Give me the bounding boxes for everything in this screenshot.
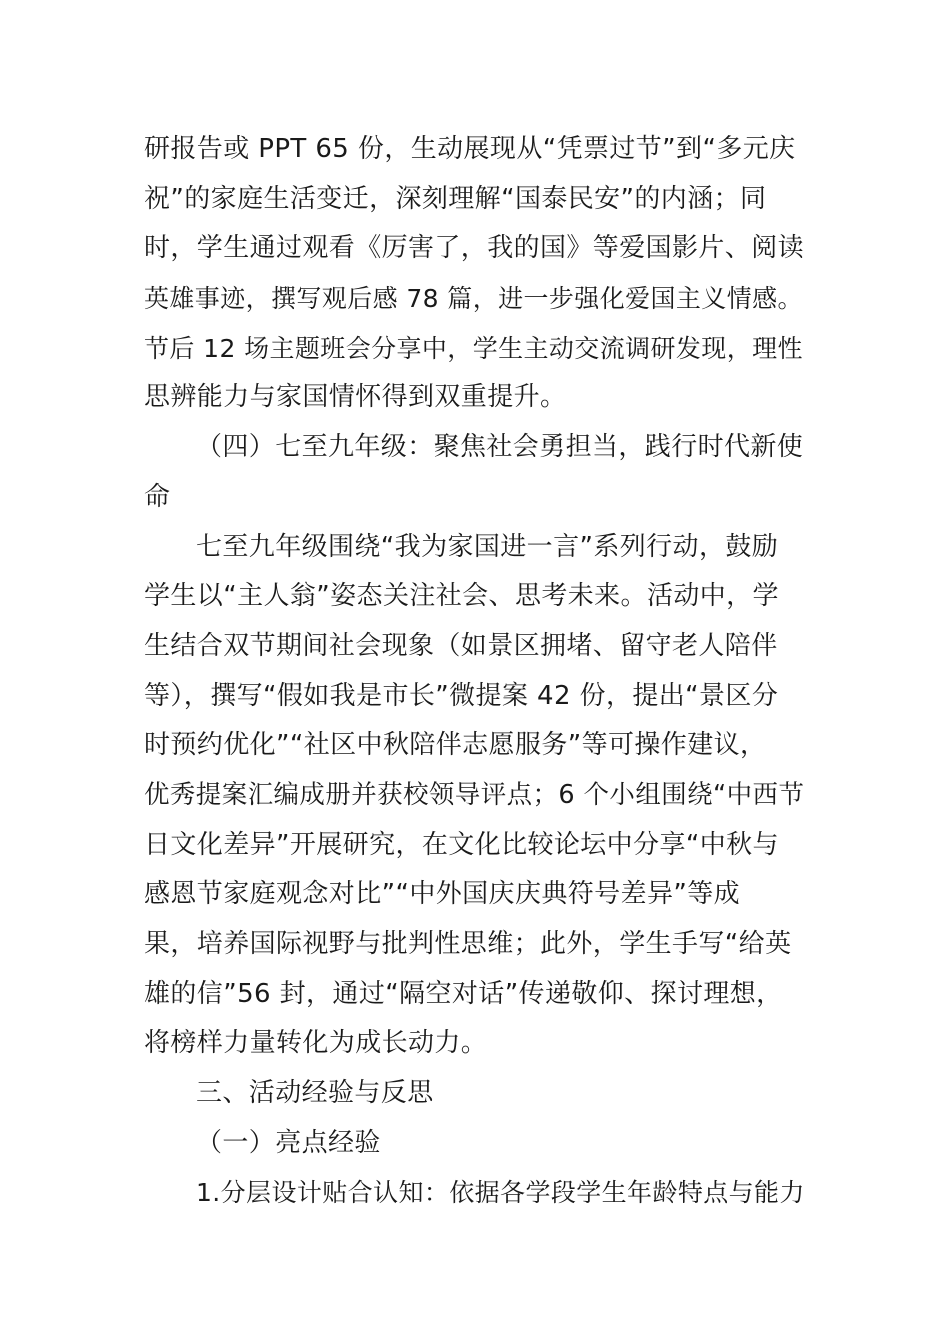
text-line: （四）七至九年级：聚焦社会勇担当，践行时代新使 [196,432,804,463]
text-line: 研报告或 PPT 65 份，生动展现从“凭票过节”到“多元庆 [144,134,796,164]
text-line: 将榜样力量转化为成长动力。 [144,1028,488,1059]
text-line: 1.分层设计贴合认知：依据各学段学生年龄特点与能力 [196,1178,805,1208]
text-line: 三、活动经验与反思 [196,1078,434,1109]
text-line: （一）亮点经验 [196,1127,381,1158]
text-line: 节后 12 场主题班会分享中，学生主动交流调研发现，理性 [144,333,803,363]
text-line: 思辨能力与家国情怀得到双重提升。 [144,382,567,413]
text-line: 英雄事迹，撰写观后感 78 篇，进一步强化爱国主义情感。 [144,284,803,314]
text-line: 等），撰写“假如我是市长”微提案 42 份，提出“景区分 [144,680,779,711]
text-line: 祝”的家庭生活变迁，深刻理解“国泰民安”的内涵；同 [144,183,767,214]
text-line: 优秀提案汇编成册并获校领导评点；6 个小组围绕“中西节 [144,779,805,810]
text-line: 七至九年级围绕“我为家国进一言”系列行动，鼓励 [196,531,779,562]
text-line: 感恩节家庭观念对比”“中外国庆庆典符号差异”等成 [144,879,741,910]
text-line: 雄的信”56 封，通过“隔空对话”传递敬仰、探讨理想， [144,978,783,1009]
text-line: 果，培养国际视野与批判性思维；此外，学生手写“给英 [144,929,792,959]
text-line: 日文化差异”开展研究，在文化比较论坛中分享“中秋与 [144,829,779,860]
document-page [144,125,809,1218]
text-line: 命 [144,481,171,512]
text-line: 学生以“主人翁”姿态关注社会、思考未来。活动中，学 [144,581,779,612]
text-line: 生结合双节期间社会现象（如景区拥堵、留守老人陪伴 [144,630,778,661]
text-line: 时，学生通过观看《厉害了，我的国》等爱国影片、阅读 [144,233,805,264]
text-line: 时预约优化”“社区中秋陪伴志愿服务”等可操作建议， [144,730,767,761]
